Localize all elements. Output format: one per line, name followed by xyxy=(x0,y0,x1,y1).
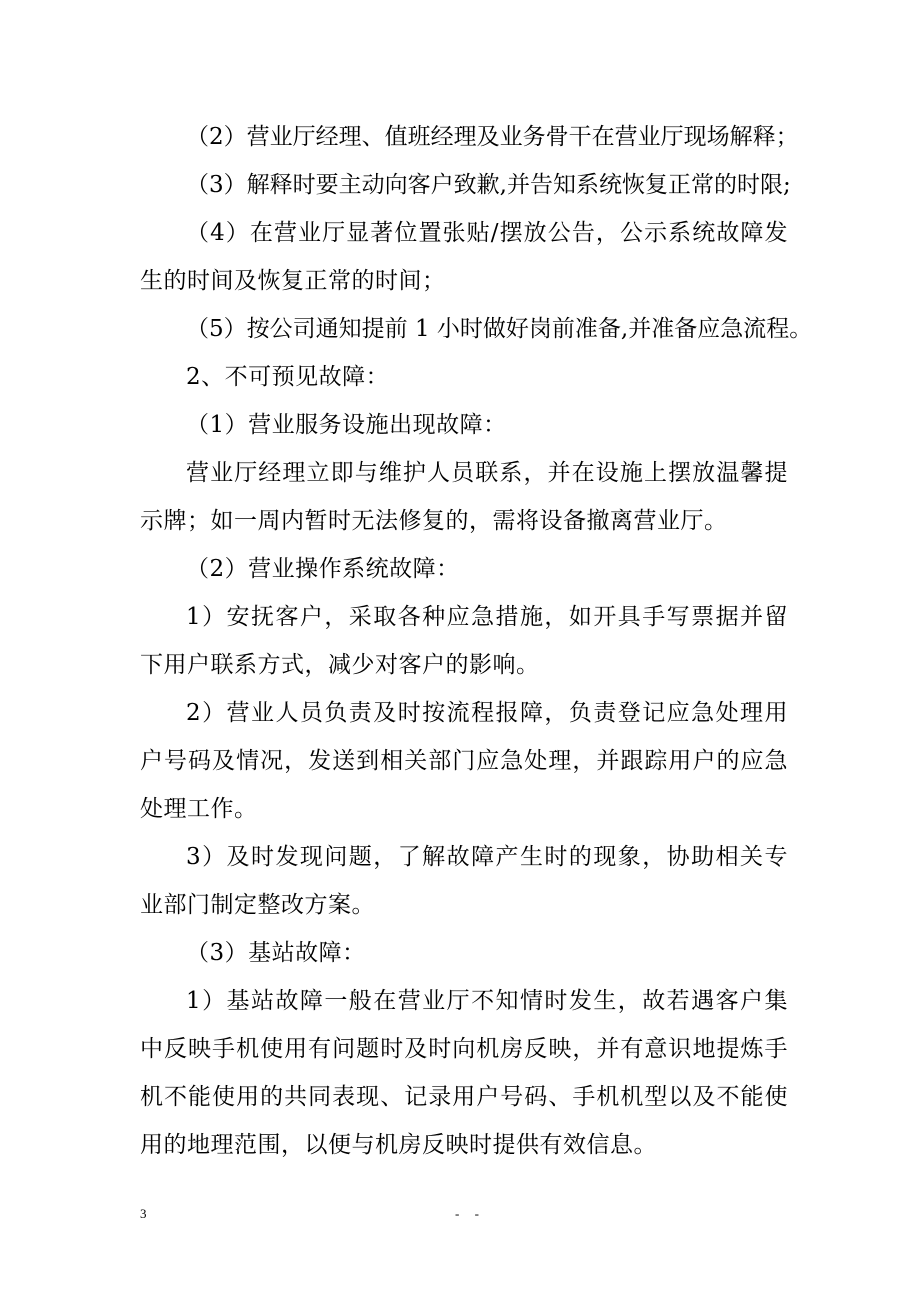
subheading-base-station-fault: （3）基站故障： xyxy=(186,940,366,966)
paragraph-step-2: （2）营业厅经理、值班经理及业务骨干在营业厅现场解释； xyxy=(186,124,799,150)
section-heading-unforeseen-faults: 2、不可预见故障： xyxy=(186,364,390,390)
paragraph-system-fault-2: 2）营业人员负责及时按流程报障，负责登记应急处理用户号码及情况，发送到相关部门应急处理，并跟踪用户的应急处理工作。 xyxy=(140,700,788,822)
paragraph-step-3: （3）解释时要主动向客户致歉,并告知系统恢复正常的时限; xyxy=(186,172,791,198)
footer-mark: - - xyxy=(455,1206,485,1221)
paragraph-step-5: （5）按公司通知提前 1 小时做好岗前准备,并准备应急流程。 xyxy=(186,316,813,342)
paragraph-base-station-fault-1: 1）基站故障一般在营业厅不知情时发生，故若遇客户集中反映手机使用有问题时及时向机房反映，并有意识地提炼手机不能使用的共同表现、记录用户号码、手机机型以及不能使用的地理范围，以便与机房反映时提供有效信息。 xyxy=(140,988,788,1158)
paragraph-step-4: （4）在营业厅显著位置张贴/摆放公告，公示系统故障发生的时间及恢复正常的时间； xyxy=(140,220,788,294)
paragraph-system-fault-1: 1）安抚客户，采取各种应急措施，如开具手写票据并留下用户联系方式，减少对客户的影响。 xyxy=(140,604,788,678)
paragraph-system-fault-3: 3）及时发现问题，了解故障产生时的现象，协助相关专业部门制定整改方案。 xyxy=(140,844,788,918)
paragraph-facility-fault: 营业厅经理立即与维护人员联系，并在设施上摆放温馨提示牌；如一周内暂时无法修复的，需将设备撤离营业厅。 xyxy=(140,460,788,534)
page-number: 3 xyxy=(140,1206,147,1221)
subheading-facility-fault: （1）营业服务设施出现故障： xyxy=(186,412,507,438)
document-body xyxy=(140,113,813,1169)
subheading-system-fault: （2）营业操作系统故障： xyxy=(186,556,460,582)
